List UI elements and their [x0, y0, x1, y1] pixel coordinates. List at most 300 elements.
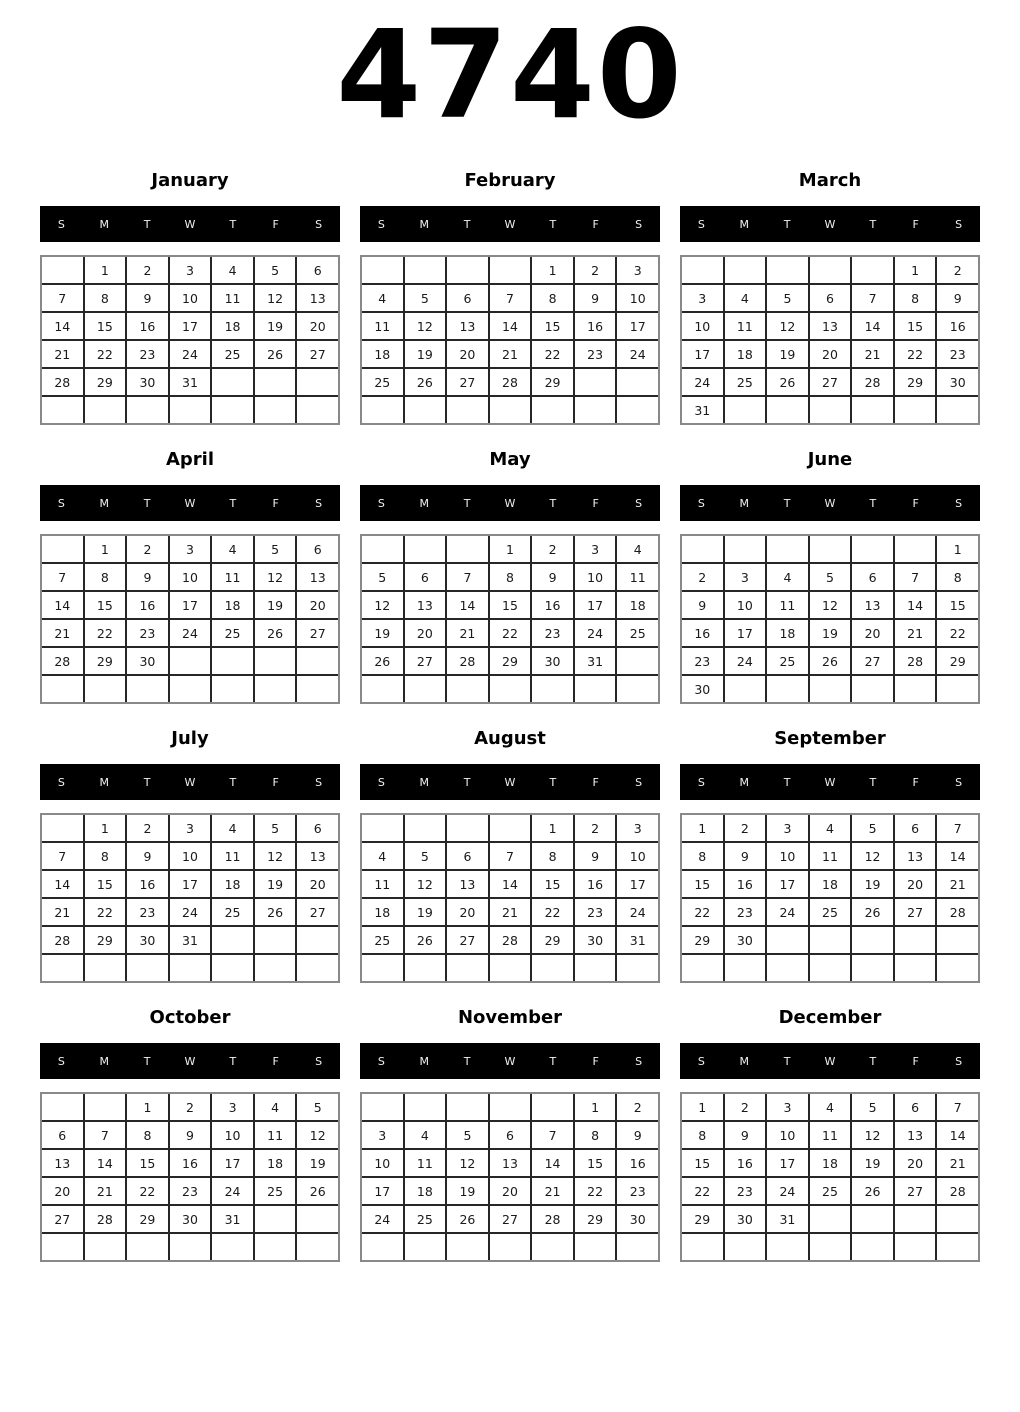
date-cell: 22	[490, 620, 531, 646]
date-cell: 22	[85, 620, 126, 646]
weekday-letter: W	[824, 496, 836, 510]
date-cell: 28	[532, 1206, 573, 1232]
month-date-grid	[360, 255, 660, 425]
empty-date-cell	[682, 1234, 723, 1260]
date-cell: 14	[85, 1150, 126, 1176]
date-cell: 21	[42, 620, 83, 646]
weekday-letter: M	[419, 775, 430, 789]
date-cell: 3	[170, 257, 211, 283]
date-cell: 23	[532, 620, 573, 646]
date-cell: 21	[490, 341, 531, 367]
date-cell: 6	[405, 564, 446, 590]
date-cell: 23	[170, 1178, 211, 1204]
date-cell: 10	[362, 1150, 403, 1176]
date-cell: 12	[852, 843, 893, 869]
date-cell: 27	[297, 899, 338, 925]
empty-date-cell	[85, 1234, 126, 1260]
weekday-letter: T	[463, 775, 471, 789]
empty-date-cell	[447, 1234, 488, 1260]
date-cell: 26	[852, 899, 893, 925]
empty-date-cell	[490, 676, 531, 702]
empty-date-cell	[852, 1206, 893, 1232]
date-cell: 27	[852, 648, 893, 674]
weekday-letter: S	[315, 217, 323, 231]
date-cell: 8	[532, 843, 573, 869]
empty-date-cell	[362, 397, 403, 423]
date-cell: 11	[810, 1122, 851, 1148]
date-cell: 14	[490, 313, 531, 339]
weekday-letter: S	[315, 1054, 323, 1068]
weekday-letter: T	[143, 1054, 151, 1068]
date-cell: 9	[682, 592, 723, 618]
date-cell: 17	[170, 313, 211, 339]
weekday-header-row	[40, 485, 340, 521]
date-cell: 21	[447, 620, 488, 646]
empty-date-cell	[895, 927, 936, 953]
empty-date-cell	[170, 955, 211, 981]
weekday-letter: T	[783, 1054, 791, 1068]
empty-date-cell	[447, 1094, 488, 1120]
empty-date-cell	[255, 369, 296, 395]
weekday-letter: F	[272, 1054, 279, 1068]
empty-date-cell	[212, 676, 253, 702]
date-cell: 26	[255, 620, 296, 646]
date-cell: 23	[127, 620, 168, 646]
date-cell: 6	[895, 815, 936, 841]
month-title: April	[165, 449, 215, 470]
empty-date-cell	[895, 676, 936, 702]
weekday-letter: F	[912, 217, 919, 231]
date-cell: 9	[725, 843, 766, 869]
date-cell: 8	[682, 843, 723, 869]
empty-date-cell	[810, 927, 851, 953]
weekday-letter: S	[955, 1054, 963, 1068]
weekday-letter: T	[869, 496, 877, 510]
date-cell: 6	[42, 1122, 83, 1148]
empty-date-cell	[810, 397, 851, 423]
date-cell: 27	[447, 369, 488, 395]
date-cell: 13	[297, 564, 338, 590]
date-cell: 5	[852, 1094, 893, 1120]
date-cell: 11	[725, 313, 766, 339]
date-cell: 17	[682, 341, 723, 367]
date-cell: 27	[297, 620, 338, 646]
empty-date-cell	[170, 648, 211, 674]
empty-date-cell	[362, 257, 403, 283]
date-cell: 21	[937, 1150, 978, 1176]
date-cell: 15	[532, 313, 573, 339]
header-grid-gap	[680, 242, 980, 255]
date-cell: 18	[617, 592, 658, 618]
date-cell: 23	[127, 341, 168, 367]
empty-date-cell	[895, 1234, 936, 1260]
month-title: December	[778, 1007, 882, 1028]
date-cell: 18	[362, 341, 403, 367]
date-cell: 5	[767, 285, 808, 311]
date-cell: 1	[682, 815, 723, 841]
empty-date-cell	[447, 676, 488, 702]
date-cell: 23	[937, 341, 978, 367]
date-cell: 8	[127, 1122, 168, 1148]
date-cell: 12	[255, 285, 296, 311]
empty-date-cell	[725, 536, 766, 562]
empty-date-cell	[490, 955, 531, 981]
weekday-letter: S	[315, 496, 323, 510]
date-cell: 28	[937, 899, 978, 925]
date-cell: 29	[490, 648, 531, 674]
weekday-letter: T	[783, 217, 791, 231]
empty-date-cell	[297, 1234, 338, 1260]
empty-date-cell	[255, 1206, 296, 1232]
date-cell: 14	[42, 313, 83, 339]
weekday-letter: T	[783, 496, 791, 510]
date-cell: 16	[127, 871, 168, 897]
date-cell: 31	[682, 397, 723, 423]
date-cell: 8	[937, 564, 978, 590]
empty-date-cell	[937, 1206, 978, 1232]
empty-date-cell	[575, 397, 616, 423]
date-cell: 20	[297, 592, 338, 618]
weekday-letter: F	[272, 775, 279, 789]
header-grid-gap	[680, 800, 980, 813]
date-cell: 17	[617, 313, 658, 339]
weekday-letter: M	[99, 775, 110, 789]
date-cell: 15	[490, 592, 531, 618]
empty-date-cell	[575, 955, 616, 981]
empty-date-cell	[255, 955, 296, 981]
date-cell: 3	[725, 564, 766, 590]
date-cell: 22	[682, 899, 723, 925]
empty-date-cell	[405, 815, 446, 841]
date-cell: 1	[85, 536, 126, 562]
month-title: January	[151, 170, 229, 191]
empty-date-cell	[170, 676, 211, 702]
date-cell: 16	[725, 871, 766, 897]
date-cell: 2	[937, 257, 978, 283]
date-cell: 22	[532, 341, 573, 367]
date-cell: 12	[255, 843, 296, 869]
weekday-letter: S	[377, 775, 385, 789]
date-cell: 3	[575, 536, 616, 562]
date-cell: 29	[85, 648, 126, 674]
date-cell: 10	[767, 1122, 808, 1148]
month-block	[680, 150, 980, 429]
empty-date-cell	[852, 536, 893, 562]
date-cell: 13	[42, 1150, 83, 1176]
date-cell: 3	[212, 1094, 253, 1120]
date-cell: 1	[532, 257, 573, 283]
date-cell: 14	[490, 871, 531, 897]
date-cell: 22	[575, 1178, 616, 1204]
date-cell: 20	[810, 341, 851, 367]
year-title: 4740	[336, 4, 684, 146]
date-cell: 7	[852, 285, 893, 311]
date-cell: 21	[532, 1178, 573, 1204]
date-cell: 20	[405, 620, 446, 646]
date-cell: 26	[297, 1178, 338, 1204]
date-cell: 21	[85, 1178, 126, 1204]
date-cell: 22	[682, 1178, 723, 1204]
weekday-letter: W	[184, 1054, 196, 1068]
date-cell: 19	[405, 899, 446, 925]
date-cell: 29	[532, 369, 573, 395]
date-cell: 18	[725, 341, 766, 367]
month-date-grid	[40, 1092, 340, 1262]
empty-date-cell	[447, 257, 488, 283]
date-cell: 22	[85, 899, 126, 925]
weekday-letter: F	[592, 496, 599, 510]
date-cell: 13	[895, 843, 936, 869]
date-cell: 10	[575, 564, 616, 590]
empty-date-cell	[362, 815, 403, 841]
date-cell: 14	[42, 871, 83, 897]
date-cell: 15	[85, 592, 126, 618]
date-cell: 28	[852, 369, 893, 395]
date-cell: 5	[362, 564, 403, 590]
empty-date-cell	[725, 676, 766, 702]
weekday-letter: M	[99, 1054, 110, 1068]
empty-date-cell	[575, 676, 616, 702]
empty-date-cell	[937, 397, 978, 423]
weekday-letter: S	[635, 1054, 643, 1068]
months-grid	[0, 150, 1020, 1266]
empty-date-cell	[532, 1234, 573, 1260]
month-block	[680, 429, 980, 708]
empty-date-cell	[212, 648, 253, 674]
date-cell: 25	[212, 620, 253, 646]
date-cell: 15	[85, 313, 126, 339]
empty-date-cell	[895, 1206, 936, 1232]
month-title: March	[798, 170, 862, 191]
weekday-letter: M	[419, 496, 430, 510]
date-cell: 15	[895, 313, 936, 339]
date-cell: 29	[85, 369, 126, 395]
date-cell: 22	[127, 1178, 168, 1204]
date-cell: 6	[297, 536, 338, 562]
weekday-letter: T	[143, 775, 151, 789]
empty-date-cell	[532, 955, 573, 981]
weekday-header-row	[680, 764, 980, 800]
date-cell: 7	[490, 285, 531, 311]
date-cell: 4	[405, 1122, 446, 1148]
weekday-letter: M	[739, 1054, 750, 1068]
date-cell: 26	[255, 341, 296, 367]
date-cell: 4	[617, 536, 658, 562]
date-cell: 11	[255, 1122, 296, 1148]
weekday-letter: S	[315, 775, 323, 789]
month-date-grid	[40, 813, 340, 983]
date-cell: 8	[682, 1122, 723, 1148]
empty-date-cell	[937, 955, 978, 981]
weekday-letter: F	[592, 775, 599, 789]
date-cell: 25	[617, 620, 658, 646]
header-grid-gap	[360, 242, 660, 255]
month-block	[360, 708, 660, 987]
weekday-letter: W	[504, 217, 516, 231]
date-cell: 26	[405, 369, 446, 395]
date-cell: 1	[532, 815, 573, 841]
date-cell: 7	[895, 564, 936, 590]
weekday-letter: T	[549, 1054, 557, 1068]
date-cell: 3	[767, 1094, 808, 1120]
date-cell: 11	[810, 843, 851, 869]
date-cell: 16	[725, 1150, 766, 1176]
date-cell: 27	[895, 899, 936, 925]
date-cell: 2	[532, 536, 573, 562]
weekday-letter: T	[229, 496, 237, 510]
empty-date-cell	[127, 676, 168, 702]
date-cell: 18	[255, 1150, 296, 1176]
empty-date-cell	[405, 1234, 446, 1260]
date-cell: 30	[127, 648, 168, 674]
date-cell: 28	[42, 648, 83, 674]
month-title: July	[171, 728, 209, 749]
weekday-letter: T	[229, 1054, 237, 1068]
date-cell: 5	[852, 815, 893, 841]
empty-date-cell	[447, 815, 488, 841]
empty-date-cell	[405, 676, 446, 702]
date-cell: 18	[362, 899, 403, 925]
header-grid-gap	[360, 521, 660, 534]
empty-date-cell	[895, 397, 936, 423]
weekday-letter: F	[592, 217, 599, 231]
empty-date-cell	[255, 397, 296, 423]
date-cell: 21	[490, 899, 531, 925]
date-cell: 4	[810, 1094, 851, 1120]
date-cell: 7	[447, 564, 488, 590]
date-cell: 30	[127, 369, 168, 395]
date-cell: 19	[852, 1150, 893, 1176]
date-cell: 25	[810, 1178, 851, 1204]
date-cell: 31	[575, 648, 616, 674]
date-cell: 24	[725, 648, 766, 674]
weekday-letter: T	[783, 775, 791, 789]
date-cell: 20	[297, 313, 338, 339]
date-cell: 17	[170, 592, 211, 618]
date-cell: 25	[362, 927, 403, 953]
empty-date-cell	[362, 1234, 403, 1260]
empty-date-cell	[575, 369, 616, 395]
weekday-letter: M	[419, 1054, 430, 1068]
date-cell: 15	[127, 1150, 168, 1176]
date-cell: 20	[895, 1150, 936, 1176]
date-cell: 16	[170, 1150, 211, 1176]
date-cell: 24	[362, 1206, 403, 1232]
month-block	[360, 150, 660, 429]
empty-date-cell	[127, 397, 168, 423]
date-cell: 9	[170, 1122, 211, 1148]
date-cell: 24	[170, 620, 211, 646]
empty-date-cell	[297, 397, 338, 423]
date-cell: 15	[575, 1150, 616, 1176]
weekday-letter: S	[635, 496, 643, 510]
date-cell: 8	[85, 285, 126, 311]
date-cell: 27	[447, 927, 488, 953]
month-block	[40, 150, 340, 429]
date-cell: 27	[42, 1206, 83, 1232]
empty-date-cell	[42, 536, 83, 562]
empty-date-cell	[85, 676, 126, 702]
date-cell: 7	[85, 1122, 126, 1148]
date-cell: 1	[127, 1094, 168, 1120]
weekday-letter: S	[57, 496, 65, 510]
date-cell: 15	[682, 1150, 723, 1176]
date-cell: 26	[447, 1206, 488, 1232]
date-cell: 30	[682, 676, 723, 702]
date-cell: 24	[170, 341, 211, 367]
date-cell: 17	[725, 620, 766, 646]
weekday-letter: T	[549, 775, 557, 789]
date-cell: 22	[937, 620, 978, 646]
empty-date-cell	[617, 955, 658, 981]
date-cell: 1	[85, 257, 126, 283]
date-cell: 6	[447, 843, 488, 869]
date-cell: 5	[405, 843, 446, 869]
date-cell: 30	[575, 927, 616, 953]
empty-date-cell	[682, 536, 723, 562]
empty-date-cell	[852, 676, 893, 702]
date-cell: 2	[127, 257, 168, 283]
date-cell: 9	[127, 843, 168, 869]
date-cell: 24	[617, 899, 658, 925]
month-title: September	[774, 728, 886, 749]
date-cell: 9	[127, 564, 168, 590]
date-cell: 28	[490, 369, 531, 395]
date-cell: 8	[85, 564, 126, 590]
empty-date-cell	[405, 397, 446, 423]
date-cell: 4	[725, 285, 766, 311]
weekday-letter: W	[504, 1054, 516, 1068]
empty-date-cell	[767, 927, 808, 953]
empty-date-cell	[362, 955, 403, 981]
date-cell: 1	[85, 815, 126, 841]
date-cell: 4	[212, 536, 253, 562]
date-cell: 23	[575, 341, 616, 367]
empty-date-cell	[810, 257, 851, 283]
month-title: October	[149, 1007, 231, 1028]
month-block	[360, 429, 660, 708]
date-cell: 29	[895, 369, 936, 395]
date-cell: 14	[937, 1122, 978, 1148]
weekday-letter: T	[229, 775, 237, 789]
empty-date-cell	[810, 955, 851, 981]
date-cell: 14	[895, 592, 936, 618]
month-block	[40, 708, 340, 987]
date-cell: 23	[575, 899, 616, 925]
date-cell: 1	[937, 536, 978, 562]
date-cell: 19	[255, 592, 296, 618]
date-cell: 10	[617, 843, 658, 869]
empty-date-cell	[362, 676, 403, 702]
empty-date-cell	[85, 1094, 126, 1120]
date-cell: 30	[170, 1206, 211, 1232]
empty-date-cell	[810, 676, 851, 702]
weekday-letter: T	[869, 775, 877, 789]
weekday-letter: S	[377, 217, 385, 231]
date-cell: 17	[767, 871, 808, 897]
date-cell: 14	[42, 592, 83, 618]
date-cell: 18	[212, 313, 253, 339]
date-cell: 4	[810, 815, 851, 841]
empty-date-cell	[490, 257, 531, 283]
empty-date-cell	[490, 397, 531, 423]
date-cell: 26	[255, 899, 296, 925]
date-cell: 28	[42, 369, 83, 395]
date-cell: 18	[810, 871, 851, 897]
date-cell: 26	[405, 927, 446, 953]
empty-date-cell	[42, 397, 83, 423]
empty-date-cell	[255, 927, 296, 953]
